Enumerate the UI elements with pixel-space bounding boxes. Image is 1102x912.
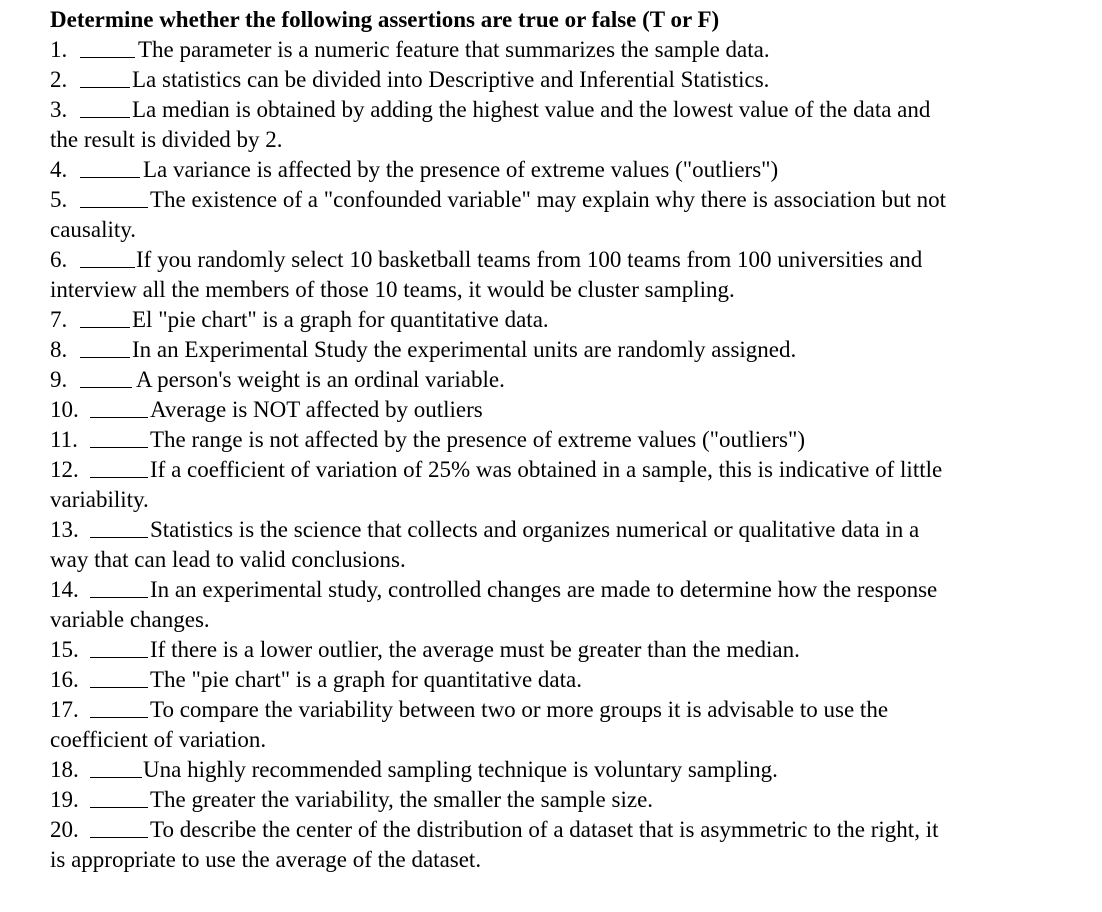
answer-blank[interactable] <box>90 807 148 808</box>
assertion-item <box>50 785 1085 815</box>
assertion-number: 15. <box>50 637 79 662</box>
assertion-item <box>50 665 1085 695</box>
assertion-text: La statistics can be divided into Descriptive and Inferential Statistics. <box>132 67 770 92</box>
answer-blank[interactable] <box>90 477 148 478</box>
assertion-continuation: variability. <box>50 487 149 512</box>
assertion-number: 4. <box>50 157 68 182</box>
assertion-text: El "pie chart" is a graph for quantitative data. <box>132 307 549 332</box>
page-title: Determine whether the following assertions are true or false (T or F) <box>50 7 720 32</box>
assertion-number: 3. <box>50 97 68 122</box>
assertion-text: In an Experimental Study the experimental units are randomly assigned. <box>132 337 797 362</box>
assertion-text: The greater the variability, the smaller the sample size. <box>150 787 654 812</box>
answer-blank[interactable] <box>90 597 148 598</box>
assertion-text: The existence of a "confounded variable" may explain why there is association but not <box>150 187 947 212</box>
answer-blank[interactable] <box>80 357 130 358</box>
assertion-number: 2. <box>50 67 68 92</box>
assertion-text: Statistics is the science that collects and organizes numerical or qualitative data in a <box>150 517 920 542</box>
assertion-item <box>50 635 1085 665</box>
answer-blank[interactable] <box>80 207 148 208</box>
answer-blank[interactable] <box>90 837 148 838</box>
assertion-number: 9. <box>50 367 68 392</box>
assertion-item <box>50 815 1085 875</box>
assertion-number: 20. <box>50 817 79 842</box>
assertion-continuation: coefficient of variation. <box>50 727 267 752</box>
assertion-item <box>50 95 1085 155</box>
assertion-text: Average is NOT affected by outliers <box>150 397 483 422</box>
assertion-number: 19. <box>50 787 79 812</box>
assertion-text: La variance is affected by the presence of extreme values ("outliers") <box>143 157 779 182</box>
assertion-item <box>50 365 1085 395</box>
assertion-item <box>50 35 1085 65</box>
assertion-number: 6. <box>50 247 68 272</box>
assertion-item <box>50 515 1085 575</box>
answer-blank[interactable] <box>80 177 140 178</box>
assertion-continuation: variable changes. <box>50 607 210 632</box>
assertion-number: 12. <box>50 457 79 482</box>
assertion-number: 11. <box>50 427 78 452</box>
answer-blank[interactable] <box>80 57 135 58</box>
assertion-text: If a coefficient of variation of 25% was obtained in a sample, this is indicative of little <box>150 457 943 482</box>
assertion-continuation: way that can lead to valid conclusions. <box>50 547 406 572</box>
assertion-number: 17. <box>50 697 79 722</box>
answer-blank[interactable] <box>90 777 142 778</box>
answer-blank[interactable] <box>90 657 148 658</box>
assertion-text: La median is obtained by adding the highest value and the lowest value of the data and <box>132 97 931 122</box>
assertion-item <box>50 245 1085 305</box>
assertion-text: The parameter is a numeric feature that summarizes the sample data. <box>138 37 770 62</box>
answer-blank[interactable] <box>90 447 148 448</box>
assertion-number: 16. <box>50 667 79 692</box>
assertion-continuation: is appropriate to use the average of the dataset. <box>50 847 482 872</box>
assertion-text: The range is not affected by the presence of extreme values ("outliers") <box>150 427 806 452</box>
assertion-continuation: interview all the members of those 10 teams, it would be cluster sampling. <box>50 277 735 302</box>
answer-blank[interactable] <box>90 717 148 718</box>
assertion-item <box>50 305 1085 335</box>
answer-blank[interactable] <box>80 267 135 268</box>
assertion-number: 10. <box>50 397 79 422</box>
assertion-item <box>50 185 1085 245</box>
assertion-text: To compare the variability between two or more groups it is advisable to use the <box>150 697 889 722</box>
assertion-number: 13. <box>50 517 79 542</box>
assertion-text: If you randomly select 10 basketball teams from 100 teams from 100 universities and <box>136 247 923 272</box>
assertion-item <box>50 575 1085 635</box>
answer-blank[interactable] <box>80 327 130 328</box>
answer-blank[interactable] <box>90 687 148 688</box>
assertion-item <box>50 395 1085 425</box>
assertion-number: 14. <box>50 577 79 602</box>
answer-blank[interactable] <box>80 87 130 88</box>
assertion-item <box>50 695 1085 755</box>
assertion-text: To describe the center of the distribution of a dataset that is asymmetric to the right, it <box>150 817 939 842</box>
assertion-continuation: the result is divided by 2. <box>50 127 283 152</box>
assertion-number: 18. <box>50 757 79 782</box>
assertion-item <box>50 65 1085 95</box>
assertion-item <box>50 755 1085 785</box>
assertion-item <box>50 455 1085 515</box>
assertion-number: 5. <box>50 187 68 212</box>
assertion-item <box>50 335 1085 365</box>
assertion-continuation: causality. <box>50 217 137 242</box>
assertion-text: The "pie chart" is a graph for quantitative data. <box>150 667 582 692</box>
assertion-number: 1. <box>50 37 68 62</box>
assertion-text: Una highly recommended sampling technique is voluntary sampling. <box>143 757 778 782</box>
answer-blank[interactable] <box>80 117 130 118</box>
assertion-text: If there is a lower outlier, the average must be greater than the median. <box>150 637 800 662</box>
assertion-list <box>50 35 1085 875</box>
assertion-text: In an experimental study, controlled changes are made to determine how the response <box>150 577 938 602</box>
assertion-item <box>50 425 1085 455</box>
assertion-text: A person's weight is an ordinal variable. <box>136 367 505 392</box>
assertion-number: 8. <box>50 337 68 362</box>
answer-blank[interactable] <box>90 537 148 538</box>
assertion-number: 7. <box>50 307 68 332</box>
assertion-item <box>50 155 1085 185</box>
answer-blank[interactable] <box>80 387 132 388</box>
document-page <box>50 5 1085 875</box>
answer-blank[interactable] <box>90 417 148 418</box>
